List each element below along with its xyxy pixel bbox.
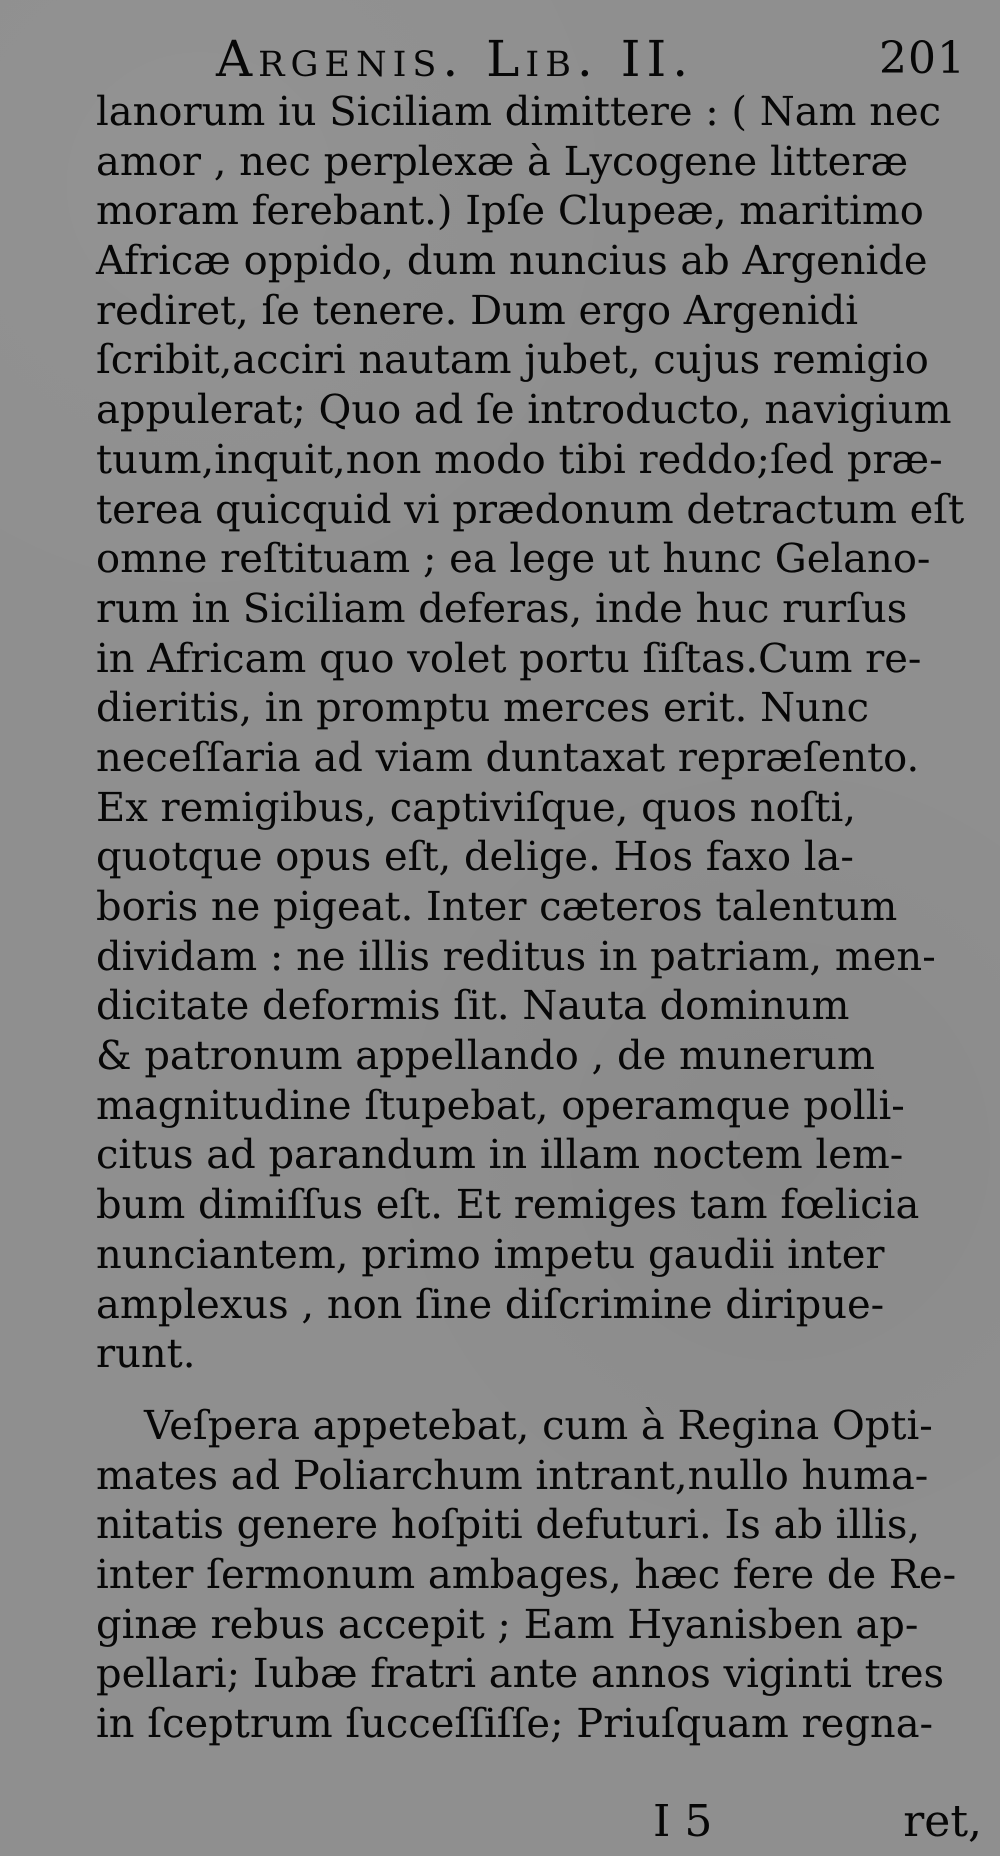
- paragraph-start-line: Veſpera appetebat, cum à Regina Opti-: [144, 1402, 933, 1449]
- text-line: ginæ rebus accepit ; Eam Hyanisben ap-: [96, 1601, 919, 1648]
- text-line: neceſſaria ad viam duntaxat repræſento.: [96, 734, 920, 781]
- text-line: boris ne pigeat. Inter cæteros talentum: [96, 884, 898, 930]
- text-line: nunciantem, primo impetu gaudii inter: [96, 1231, 885, 1278]
- text-line: ſcribit,acciri nautam jubet, cujus remigio: [96, 337, 929, 384]
- text-line: inter ſermonum ambages, hæc fere de Re-: [96, 1551, 957, 1598]
- text-line: in Africam quo volet portu ſiſtas.Cum re-: [96, 635, 922, 682]
- text-line: tuum,inquit,non modo tibi reddo;ſed præ-: [96, 436, 943, 483]
- text-line: Ex remigibus, captiviſque, quos noſti,: [96, 784, 857, 831]
- running-head: Argenis. Lib. II.: [216, 30, 695, 88]
- text-line: runt.: [96, 1331, 196, 1378]
- text-line: terea quicquid vi prædonum detractum eſt: [96, 486, 965, 533]
- signature-mark: I 5: [653, 1796, 713, 1847]
- text-line: amor , nec perplexæ à Lycogene litteræ: [96, 138, 909, 185]
- text-line: rum in Siciliam deferas, inde huc rurſus: [96, 585, 908, 632]
- text-line: mates ad Poliarchum intrant,nullo huma-: [96, 1452, 929, 1499]
- page-number: 201: [879, 33, 966, 84]
- text-line: moram ferebant.) Ipſe Clupeæ, maritimo: [96, 188, 924, 235]
- text-line: quotque opus eſt, delige. Hos faxo la-: [96, 834, 854, 881]
- text-line: citus ad parandum in illam noctem lem-: [96, 1132, 904, 1179]
- text-line: Africæ oppido, dum nuncius ab Argenide: [96, 238, 928, 285]
- text-line: dieritis, in promptu merces erit. Nunc: [96, 685, 870, 732]
- text-line: & patronum appellando , de munerum: [96, 1033, 875, 1080]
- text-line: lanorum iu Siciliam dimittere : ( Nam nec: [96, 89, 942, 135]
- text-line: omne reſtituam ; ea lege ut hunc Gelano-: [96, 536, 931, 583]
- text-line: dividam : ne illis reditus in patriam, men-: [96, 933, 936, 980]
- catchword: ret,: [903, 1796, 982, 1847]
- latin-body-text: [96, 88, 976, 1750]
- text-line: nitatis genere hoſpiti defuturi. Is ab illis,: [96, 1502, 921, 1549]
- text-line: dicitate deformis ſit. Nauta dominum: [96, 983, 850, 1030]
- text-line: pellari; Iubæ fratri ante annos viginti tres: [96, 1651, 945, 1698]
- page-header: [216, 24, 976, 94]
- text-line: magnitudine ſtupebat, operamque polli-: [96, 1082, 905, 1129]
- text-line: bum dimiſſus eſt. Et remiges tam fœlicia: [96, 1182, 920, 1229]
- text-line: in ſceptrum ſucceſſiſſe; Priuſquam regna-: [96, 1701, 934, 1747]
- text-line: rediret, ſe tenere. Dum ergo Argenidi: [96, 287, 858, 334]
- text-line: appulerat; Quo ad ſe introducto, navigium: [96, 387, 952, 434]
- text-line: amplexus , non ſine diſcrimine diripue-: [96, 1281, 885, 1328]
